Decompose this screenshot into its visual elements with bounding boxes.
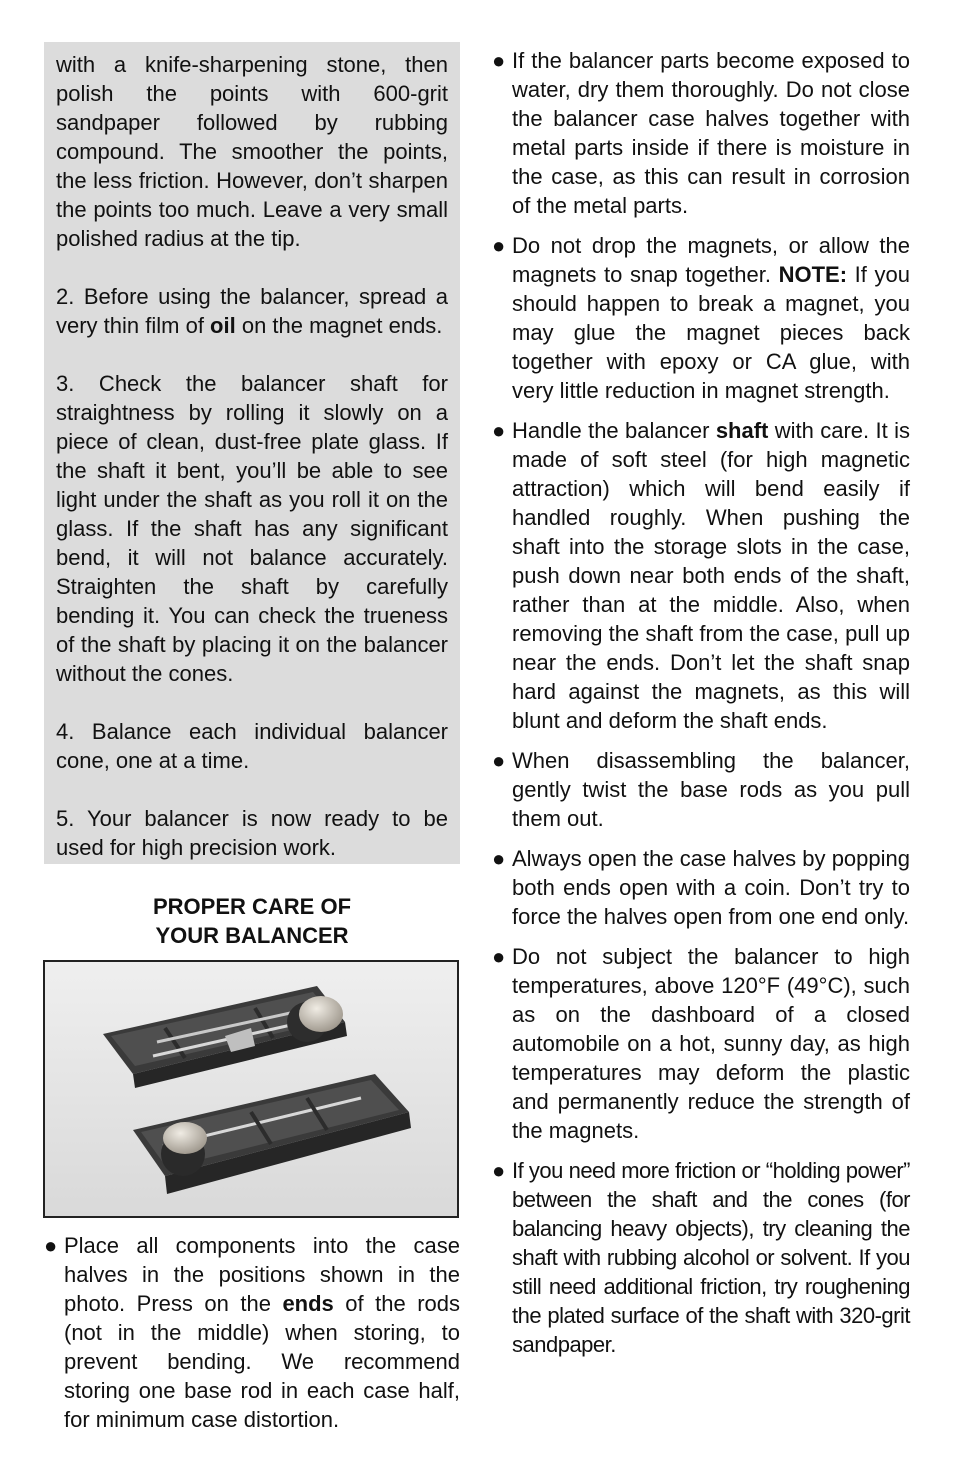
bullet-icon: ● xyxy=(492,1158,506,1183)
list-item: ● If you need more friction or “holding power” between the shaft and the cones (for balancing heavy objects), try cleaning the shaft with rubbing alcohol or solvent. If you still need additional friction, try roughening the plated surface of the shaft with 320-grit sandpaper. xyxy=(492,1158,910,1357)
step-5: 5. Your balancer is now ready to be used for high precision work. xyxy=(56,806,448,860)
list-item: ● Handle the balancer shaft with care. It is made of soft steel (for high magnetic attraction) which will bend easily if handled roughly. When pushing the shaft into the storage slots in the case, push down near both ends of the shaft, rather than at the middle. Also, when removing the shaft from the case, pull up near the ends. Don’t let the shaft snap hard against the magnets, as this will blunt and deform the shaft ends. xyxy=(492,418,911,733)
bullet-icon: ● xyxy=(492,748,506,773)
ends-emphasis: ends xyxy=(282,1291,334,1316)
care-heading-line-2: YOUR BALANCER xyxy=(155,923,349,948)
step-2: 2. Before using the balancer, spread a very thin film of oil on the magnet ends. xyxy=(56,284,448,338)
instructions-steps-box xyxy=(44,42,460,864)
step-3: 3. Check the balancer shaft for straightness by rolling it slowly on a piece of clean, dust-free plate glass. If the shaft it bent, you’ll be able to see light under the shaft as you roll it on the glass. If the shaft has any significant bend, it will not balance accurately. Straighten the shaft by carefully bending it. You can check the trueness of the shaft by placing it on the balancer without the cones. xyxy=(56,371,448,686)
care-heading-line-1: PROPER CARE OF xyxy=(152,894,352,919)
care-section-heading xyxy=(44,892,460,950)
note-emphasis: NOTE: xyxy=(778,262,848,287)
list-item: ● If the balancer parts become exposed to water, dry them thoroughly. Do not close the balancer case halves together with metal parts inside if there is moisture in the case, as this can result in corrosion of the metal parts. xyxy=(492,48,910,218)
balancer-case-photo xyxy=(43,960,459,1218)
list-item: ● Do not drop the magnets, or allow the magnets to snap together. NOTE: If you should happen to break a magnet, you may glue the magnet pieces back together with epoxy or CA glue, with very little reduction in magnet strength. xyxy=(492,233,911,403)
list-item: ● Always open the case halves by popping both ends open with a coin. Don’t try to force the halves open from one end only. xyxy=(492,846,910,929)
bullet-icon: ● xyxy=(492,233,506,258)
care-bullet-list xyxy=(492,46,910,1370)
bullet-icon: ● xyxy=(492,418,506,443)
balancer-case-illustration xyxy=(45,962,457,1216)
storage-bullet xyxy=(44,1231,460,1445)
list-item: ● Do not subject the balancer to high temperatures, above 120°F (49°C), such as on the dashboard of a closed automobile on a hot, sunny day, as high temperatures may deform the plastic and permanently reduce the strength of the magnets. xyxy=(492,944,910,1143)
bullet-icon: ● xyxy=(492,846,506,871)
bullet-icon: ● xyxy=(492,944,506,969)
oil-emphasis: oil xyxy=(210,313,236,338)
list-item: ● When disassembling the balancer, gently twist the base rods as you pull them out. xyxy=(492,748,910,831)
list-item: ● Place all components into the case halves in the positions shown in the photo. Press on the ends of the rods (not in the middle) when storing, to prevent bending. We recommend storing one base rod in each case half, for minimum case distortion. xyxy=(44,1233,460,1432)
step-4: 4. Balance each individual balancer cone, one at a time. xyxy=(56,719,448,773)
bullet-icon: ● xyxy=(44,1233,58,1258)
shaft-emphasis: shaft xyxy=(715,418,769,443)
step-1-continued: with a knife-sharpening stone, then polish the points with 600-grit sandpaper followed by rubbing compound. The smoother the points, the less friction. However, don’t sharpen the points too much. Leave a very small polished radius at the tip. xyxy=(56,52,448,251)
bullet-icon: ● xyxy=(492,48,506,73)
